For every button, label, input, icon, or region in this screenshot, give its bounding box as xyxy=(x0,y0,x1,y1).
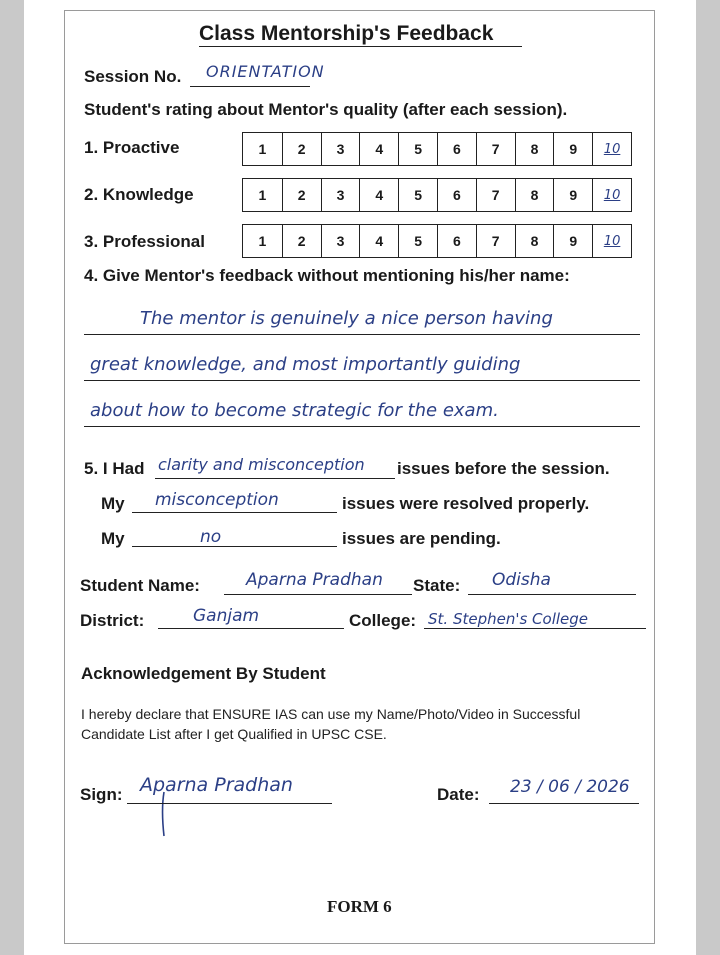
rating-cell[interactable]: 5 xyxy=(398,133,437,165)
issues-resolved-value[interactable]: misconception xyxy=(155,490,279,510)
feedback-rule xyxy=(84,426,640,427)
rating-cell[interactable]: 5 xyxy=(398,179,437,211)
rating-cell[interactable]: 7 xyxy=(476,133,515,165)
issues-resolved-line xyxy=(132,512,337,513)
rating-cell[interactable]: 3 xyxy=(321,179,360,211)
rating-cell-selected[interactable]: 10 xyxy=(592,225,631,257)
form-number: FORM 6 xyxy=(327,897,392,916)
rating-cell[interactable]: 6 xyxy=(437,179,476,211)
rating-cell[interactable]: 8 xyxy=(515,133,554,165)
issues-pending-line xyxy=(132,546,337,547)
rating-cell[interactable]: 8 xyxy=(515,179,554,211)
issues-had-prefix: 5. I Had xyxy=(84,459,145,478)
state-label: State: xyxy=(413,576,461,595)
rating-scale-knowledge xyxy=(242,178,632,212)
state-value[interactable]: Odisha xyxy=(492,570,551,590)
rating-cell[interactable]: 4 xyxy=(359,225,398,257)
issues-resolved-suffix: issues were resolved properly. xyxy=(342,494,590,513)
rating-cell[interactable]: 6 xyxy=(437,133,476,165)
rating-cell[interactable]: 9 xyxy=(553,179,592,211)
title-underline xyxy=(199,46,522,47)
rating-cell[interactable]: 9 xyxy=(553,133,592,165)
college-line xyxy=(424,628,646,629)
rating-cell[interactable]: 8 xyxy=(515,225,554,257)
rating-label-proactive: 1. Proactive xyxy=(84,138,180,157)
issues-had-value[interactable]: clarity and misconception xyxy=(158,455,365,474)
date-value[interactable]: 23 / 06 / 2026 xyxy=(510,777,630,797)
student-name-line xyxy=(224,594,412,595)
rating-cell[interactable]: 3 xyxy=(321,133,360,165)
feedback-rule xyxy=(84,380,640,381)
college-label: College: xyxy=(349,611,417,630)
session-label: Session No. xyxy=(84,67,182,86)
rating-cell[interactable]: 7 xyxy=(476,225,515,257)
sign-label: Sign: xyxy=(80,785,123,804)
state-line xyxy=(468,594,636,595)
feedback-label: 4. Give Mentor's feedback without mentioning his/her name: xyxy=(84,266,570,285)
session-line xyxy=(190,86,310,87)
ack-line-1: I hereby declare that ENSURE IAS can use my Name/Photo/Video in Successful xyxy=(81,706,581,722)
issues-had-suffix: issues before the session. xyxy=(397,459,610,478)
rating-cell[interactable]: 1 xyxy=(258,233,267,249)
rating-cell[interactable]: 2 xyxy=(282,179,321,211)
district-value[interactable]: Ganjam xyxy=(193,606,260,626)
feedback-line-1[interactable]: The mentor is genuinely a nice person having xyxy=(140,308,553,329)
feedback-rule xyxy=(84,334,640,335)
student-name-label: Student Name: xyxy=(80,576,200,595)
issues-pending-suffix: issues are pending. xyxy=(342,529,501,548)
form-title: Class Mentorship's Feedback xyxy=(199,22,494,45)
rating-cell[interactable]: 4 xyxy=(359,133,398,165)
rating-cell[interactable]: 5 xyxy=(398,225,437,257)
rating-cell[interactable]: 2 xyxy=(282,225,321,257)
student-name-value[interactable]: Aparna Pradhan xyxy=(246,570,383,590)
signature-stroke-icon xyxy=(150,790,180,840)
signature[interactable]: Aparna Pradhan xyxy=(140,774,293,796)
rating-label-knowledge: 2. Knowledge xyxy=(84,185,194,204)
issues-pending-value[interactable]: no xyxy=(200,527,222,547)
feedback-line-3[interactable]: about how to become strategic for the exam. xyxy=(90,400,499,421)
date-line xyxy=(489,803,639,804)
district-line xyxy=(158,628,344,629)
ack-heading: Acknowledgement By Student xyxy=(81,664,326,683)
rating-cell[interactable]: 1 xyxy=(258,141,267,157)
date-label: Date: xyxy=(437,785,480,804)
issues-resolved-prefix: My xyxy=(101,494,125,513)
rating-cell[interactable]: 4 xyxy=(359,179,398,211)
rating-cell[interactable]: 2 xyxy=(282,133,321,165)
rating-cell[interactable]: 6 xyxy=(437,225,476,257)
ack-line-2: Candidate List after I get Qualified in UPSC CSE. xyxy=(81,726,387,742)
rating-label-professional: 3. Professional xyxy=(84,232,205,251)
issues-pending-prefix: My xyxy=(101,529,125,548)
rating-cell[interactable]: 3 xyxy=(321,225,360,257)
rating-cell[interactable]: 9 xyxy=(553,225,592,257)
feedback-line-2[interactable]: great knowledge, and most importantly guiding xyxy=(90,354,521,375)
rating-scale-professional xyxy=(242,224,632,258)
district-label: District: xyxy=(80,611,145,630)
session-value[interactable]: ORIENTATION xyxy=(206,62,325,81)
college-value[interactable]: St. Stephen's College xyxy=(428,610,589,628)
issues-had-line xyxy=(155,478,395,479)
rating-cell-selected[interactable]: 10 xyxy=(592,133,631,165)
sign-line xyxy=(127,803,332,804)
rating-scale-proactive xyxy=(242,132,632,166)
rating-cell[interactable]: 7 xyxy=(476,179,515,211)
rating-cell-selected[interactable]: 10 xyxy=(592,179,631,211)
rating-heading: Student's rating about Mentor's quality (after each session). xyxy=(84,100,568,119)
rating-cell[interactable]: 1 xyxy=(258,187,267,203)
